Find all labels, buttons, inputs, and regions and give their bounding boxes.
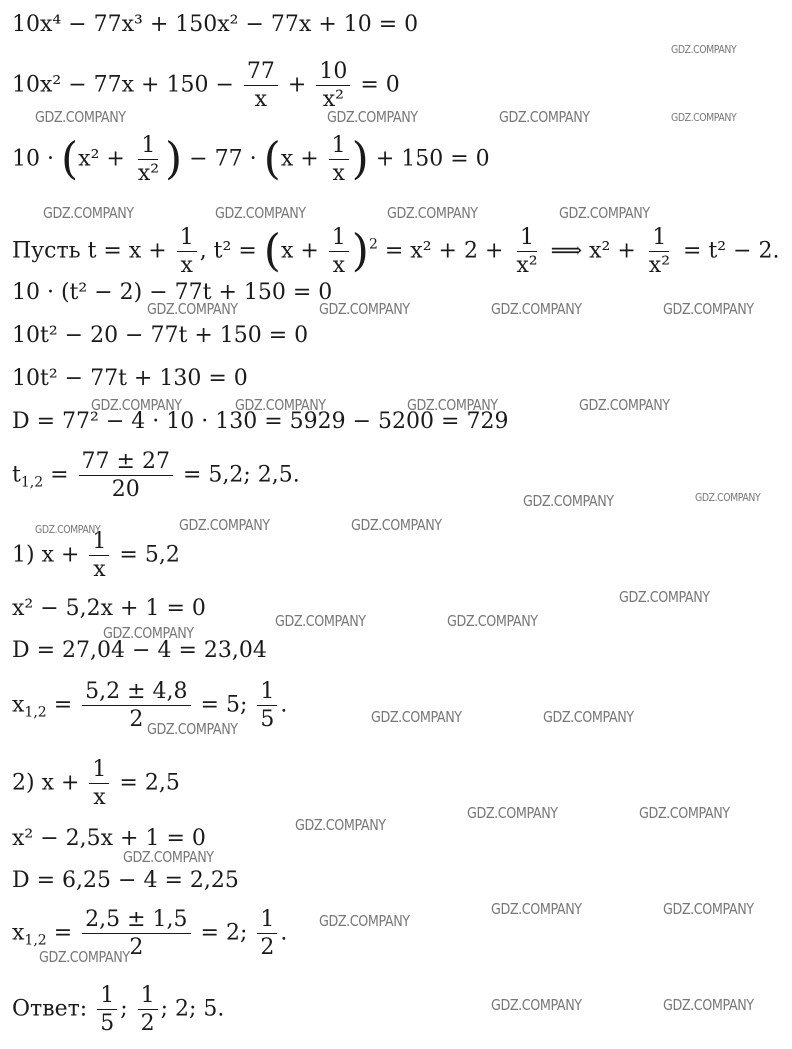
answer-line: Ответ: $\frac{1}{5}$ ; $\frac{1}{2}$ ; 2; 5. xyxy=(12,983,225,1037)
watermark: GDZ.COMPANY xyxy=(671,111,737,124)
equation-line-3: 10 · (x² + $\frac{1}{\text{x²}}$ ) − 77 · (x + $\frac{1}{x}$ ) + 150 = 0 xyxy=(12,133,490,187)
watermark: GDZ.COMPANY xyxy=(103,624,194,642)
answer-label: Ответ: xyxy=(12,996,88,1022)
watermark: GDZ.COMPANY xyxy=(91,396,182,414)
watermark: GDZ.COMPANY xyxy=(663,300,754,318)
watermark: GDZ.COMPANY xyxy=(235,396,326,414)
watermark: GDZ.COMPANY xyxy=(559,204,650,222)
left-paren: ( xyxy=(263,133,281,185)
fraction: $\frac{1}{5}$ xyxy=(97,984,117,1035)
fraction: $\frac{2,5 \pm 1,5}{2}$ xyxy=(82,908,190,959)
case-1-line: 1) x + $\frac{1}{x}$ = 5,2 xyxy=(12,529,180,583)
case-2-line: 2) x + $\frac{1}{x}$ = 2,5 xyxy=(12,757,180,811)
watermark: GDZ.COMPANY xyxy=(671,43,737,56)
watermark: GDZ.COMPANY xyxy=(35,108,126,126)
watermark: GDZ.COMPANY xyxy=(319,912,410,930)
watermark: GDZ.COMPANY xyxy=(123,848,214,866)
equation-line-2 xyxy=(12,60,400,111)
fraction: $\frac{77}{x}$ xyxy=(244,60,278,111)
discriminant-line-2: D = 27,04 − 4 = 23,04 xyxy=(12,638,267,663)
watermark: GDZ.COMPANY xyxy=(499,108,590,126)
equation-line-11: x² − 5,2x + 1 = 0 xyxy=(12,596,206,621)
fraction: $\frac{1}{\text{x²}}$ xyxy=(137,133,160,187)
roots-x-line-2: $x_{1,2}$ = $\frac{2,5 \pm 1,5}{2}$ = 2; $\frac{1}{2}$ . xyxy=(12,907,288,961)
watermark: GDZ.COMPANY xyxy=(579,396,670,414)
watermark: GDZ.COMPANY xyxy=(43,204,134,222)
fraction: $\frac{1}{\text{x²}}$ xyxy=(648,225,671,279)
watermark: GDZ.COMPANY xyxy=(663,900,754,918)
watermark: GDZ.COMPANY xyxy=(39,948,130,966)
fraction: $\frac{1}{x}$ xyxy=(177,226,197,277)
roots-x-line-1: $x_{1,2}$ = $\frac{5,2 \pm 4,8}{2}$ = 5; $\frac{1}{5}$ . xyxy=(12,679,288,733)
expr-part: + xyxy=(287,72,307,98)
discriminant-line-1: D = 77² − 4 · 10 · 130 = 5929 − 5200 = 729 xyxy=(12,409,509,434)
watermark: GDZ.COMPANY xyxy=(147,720,238,738)
watermark: GDZ.COMPANY xyxy=(467,804,558,822)
watermark: GDZ.COMPANY xyxy=(387,204,478,222)
fraction: $\frac{5,2 \pm 4,8}{2}$ xyxy=(82,680,190,731)
right-paren: ) xyxy=(351,225,369,277)
fraction: $\frac{77 \pm 27}{20}$ xyxy=(79,450,173,501)
fraction: $\frac{1}{\text{x²}}$ xyxy=(516,225,538,279)
roots-t-line: $t_{1,2}$ = $\frac{77 \pm 27}{20}$ = 5,2; 2,5. xyxy=(12,449,300,503)
watermark: GDZ.COMPANY xyxy=(523,492,614,510)
fraction: $\frac{1}{2}$ xyxy=(257,908,277,959)
equation-line-15: x² − 2,5x + 1 = 0 xyxy=(12,826,206,851)
watermark: GDZ.COMPANY xyxy=(407,396,498,414)
watermark: GDZ.COMPANY xyxy=(491,300,582,318)
right-paren: ) xyxy=(165,133,183,185)
fraction: $\frac{1}{5}$ xyxy=(257,680,277,731)
watermark: GDZ.COMPANY xyxy=(447,612,538,630)
watermark: GDZ.COMPANY xyxy=(295,816,386,834)
exponent: 2 xyxy=(368,236,378,253)
watermark: GDZ.COMPANY xyxy=(695,491,761,504)
expr-part: 10x² − 77x + 150 − xyxy=(12,72,234,98)
watermark: GDZ.COMPANY xyxy=(491,996,582,1014)
left-paren: ( xyxy=(263,225,281,277)
expr-part: = 0 xyxy=(360,72,400,98)
watermark: GDZ.COMPANY xyxy=(179,516,270,534)
left-paren: ( xyxy=(60,133,79,185)
equation-line-4: Пусть t = x + $\frac{1}{x}$ , t² = (x + $\frac{1}{x}$ )$^2$ = x² + 2 + $\frac{1}{\text{x²}}$ ⟹ x² + $\frac{1}{\text{x²}}$ = t² − 2. xyxy=(12,225,780,279)
watermark: GDZ.COMPANY xyxy=(327,108,418,126)
watermark: GDZ.COMPANY xyxy=(215,204,306,222)
watermark: GDZ.COMPANY xyxy=(491,900,582,918)
fraction: $\frac{1}{2}$ xyxy=(138,984,158,1035)
equation-line-1: 10x⁴ − 77x³ + 150x² − 77x + 10 = 0 xyxy=(12,12,419,37)
equation-line-5: 10 · (t² − 2) − 77t + 150 = 0 xyxy=(12,280,333,305)
equation-line-7: 10t² − 77t + 130 = 0 xyxy=(12,366,248,391)
watermark: GDZ.COMPANY xyxy=(543,708,634,726)
right-paren: ) xyxy=(351,133,369,185)
fraction: $\frac{10}{\text{x²}}$ xyxy=(316,60,350,111)
watermark: GDZ.COMPANY xyxy=(619,588,710,606)
fraction: $\frac{1}{x}$ xyxy=(329,226,349,277)
fraction: $\frac{1}{x}$ xyxy=(89,530,109,581)
discriminant-line-3: D = 6,25 − 4 = 2,25 xyxy=(12,868,239,893)
watermark: GDZ.COMPANY xyxy=(147,300,238,318)
fraction: $\frac{1}{x}$ xyxy=(89,758,109,809)
watermark: GDZ.COMPANY xyxy=(351,516,442,534)
watermark: GDZ.COMPANY xyxy=(371,708,462,726)
watermark: GDZ.COMPANY xyxy=(319,300,410,318)
watermark: GDZ.COMPANY xyxy=(275,612,366,630)
watermark: GDZ.COMPANY xyxy=(35,523,101,536)
watermark: GDZ.COMPANY xyxy=(663,996,754,1014)
fraction: $\frac{1}{x}$ xyxy=(329,134,349,185)
equation-line-6: 10t² − 20 − 77t + 150 = 0 xyxy=(12,323,309,348)
watermark: GDZ.COMPANY xyxy=(639,804,730,822)
